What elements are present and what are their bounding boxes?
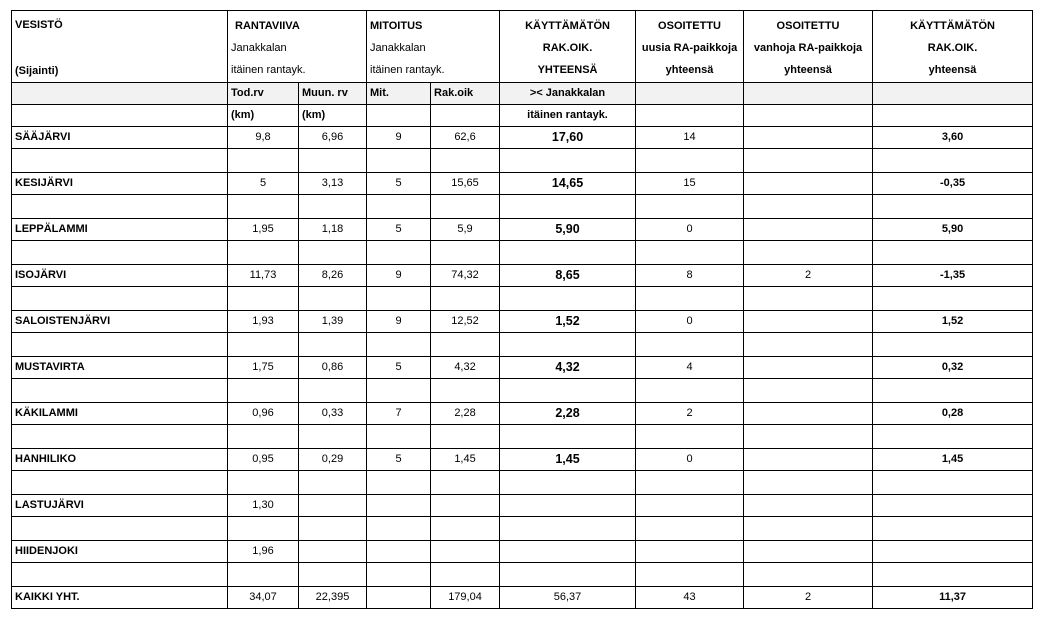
spacer-row xyxy=(12,333,1033,357)
cell-vesisto: ISOJÄRVI xyxy=(12,265,228,287)
header-rantaviiva-sub1: Janakkalan xyxy=(231,41,287,54)
cell-kayttamaton-1: 4,32 xyxy=(500,357,636,379)
cell-rak-oik: 5,9 xyxy=(431,219,500,241)
cell-kayttamaton-1 xyxy=(500,495,636,517)
subheader-km-2: (km) xyxy=(299,105,367,127)
header-sijainti-label: (Sijainti) xyxy=(15,64,59,77)
spacer-cell xyxy=(299,471,367,495)
shoreline-table xyxy=(11,10,1033,609)
cell-kayttamaton-2: 11,37 xyxy=(873,587,1033,609)
spacer-cell xyxy=(431,149,500,173)
cell-kayttamaton-2: 1,45 xyxy=(873,449,1033,471)
cell-vesisto: LEPPÄLAMMI xyxy=(12,219,228,241)
cell-tod-rv: 34,07 xyxy=(228,587,299,609)
spacer-cell xyxy=(299,517,367,541)
spacer-cell xyxy=(636,517,744,541)
subheader-rak-oik: Rak.oik xyxy=(431,83,500,105)
spacer-cell xyxy=(500,241,636,265)
cell-muun-rv: 0,29 xyxy=(299,449,367,471)
cell-rak-oik: 62,6 xyxy=(431,127,500,149)
spacer-cell xyxy=(636,195,744,219)
cell-rak-oik: 15,65 xyxy=(431,173,500,195)
cell-vesisto: KESIJÄRVI xyxy=(12,173,228,195)
cell-kayttamaton-1: 1,45 xyxy=(500,449,636,471)
table-row xyxy=(12,311,1033,333)
spacer-cell xyxy=(636,287,744,311)
subheader-muun-rv: Muun. rv xyxy=(299,83,367,105)
spacer-row xyxy=(12,241,1033,265)
spacer-cell xyxy=(299,563,367,587)
cell-tod-rv: 1,75 xyxy=(228,357,299,379)
spacer-cell xyxy=(299,287,367,311)
cell-muun-rv: 8,26 xyxy=(299,265,367,287)
cell-osoitettu-uusia: 15 xyxy=(636,173,744,195)
spacer-cell xyxy=(744,425,873,449)
spacer-cell xyxy=(431,425,500,449)
spacer-cell xyxy=(500,379,636,403)
cell-vesisto: HIIDENJOKI xyxy=(12,541,228,563)
spacer-cell xyxy=(228,563,299,587)
cell-muun-rv: 1,18 xyxy=(299,219,367,241)
cell-osoitettu-uusia: 2 xyxy=(636,403,744,425)
spacer-cell xyxy=(500,287,636,311)
table-row xyxy=(12,403,1033,425)
cell-mit xyxy=(367,587,431,609)
spacer-cell xyxy=(299,333,367,357)
table-row xyxy=(12,495,1033,517)
spacer-cell xyxy=(367,333,431,357)
spacer-cell xyxy=(12,195,228,219)
spacer-cell xyxy=(367,425,431,449)
spacer-cell xyxy=(873,471,1033,495)
spacer-cell xyxy=(12,563,228,587)
cell-osoitettu-uusia: 4 xyxy=(636,357,744,379)
header-rantaviiva xyxy=(228,11,367,83)
subheader-empty xyxy=(873,83,1033,105)
cell-osoitettu-uusia: 0 xyxy=(636,311,744,333)
spacer-cell xyxy=(744,333,873,357)
spacer-cell xyxy=(12,425,228,449)
cell-mit: 7 xyxy=(367,403,431,425)
cell-tod-rv: 1,96 xyxy=(228,541,299,563)
cell-osoitettu-uusia: 0 xyxy=(636,219,744,241)
spacer-cell xyxy=(744,517,873,541)
cell-kayttamaton-1: 56,37 xyxy=(500,587,636,609)
header-osoitettu-vanhoja-line1: OSOITETTU xyxy=(776,19,840,32)
spacer-cell xyxy=(228,425,299,449)
header-osoitettu-uusia xyxy=(636,11,744,83)
spacer-cell xyxy=(228,195,299,219)
cell-kayttamaton-1: 8,65 xyxy=(500,265,636,287)
cell-osoitettu-uusia: 0 xyxy=(636,449,744,471)
spacer-cell xyxy=(873,517,1033,541)
header-kayttamaton-1 xyxy=(500,11,636,83)
header-kayttamaton-2-line1: KÄYTTÄMÄTÖN xyxy=(910,19,995,32)
spacer-cell xyxy=(744,563,873,587)
cell-kayttamaton-2: 0,32 xyxy=(873,357,1033,379)
spacer-cell xyxy=(299,425,367,449)
spacer-cell xyxy=(431,517,500,541)
cell-kayttamaton-2: 5,90 xyxy=(873,219,1033,241)
spacer-row xyxy=(12,149,1033,173)
spacer-cell xyxy=(744,379,873,403)
cell-kayttamaton-1 xyxy=(500,541,636,563)
cell-rak-oik: 12,52 xyxy=(431,311,500,333)
cell-mit: 5 xyxy=(367,357,431,379)
cell-muun-rv: 0,33 xyxy=(299,403,367,425)
cell-vesisto: KÄKILAMMI xyxy=(12,403,228,425)
cell-tod-rv: 5 xyxy=(228,173,299,195)
subheader-tod-rv: Tod.rv xyxy=(228,83,299,105)
spacer-cell xyxy=(12,287,228,311)
spacer-cell xyxy=(636,149,744,173)
spacer-cell xyxy=(367,241,431,265)
spacer-row xyxy=(12,425,1033,449)
cell-osoitettu-vanhoja xyxy=(744,403,873,425)
subheader-empty xyxy=(367,105,431,127)
spacer-row xyxy=(12,517,1033,541)
header-osoitettu-uusia-line1: OSOITETTU xyxy=(658,19,721,32)
cell-mit: 5 xyxy=(367,449,431,471)
subheader-empty xyxy=(431,105,500,127)
spacer-cell xyxy=(873,149,1033,173)
cell-osoitettu-uusia xyxy=(636,495,744,517)
cell-osoitettu-uusia: 43 xyxy=(636,587,744,609)
cell-tod-rv: 1,30 xyxy=(228,495,299,517)
cell-osoitettu-vanhoja xyxy=(744,541,873,563)
spacer-cell xyxy=(228,379,299,403)
cell-vesisto: MUSTAVIRTA xyxy=(12,357,228,379)
header-osoitettu-vanhoja-line2: vanhoja RA-paikkoja xyxy=(753,41,863,54)
cell-kayttamaton-2 xyxy=(873,541,1033,563)
cell-kayttamaton-2: -1,35 xyxy=(873,265,1033,287)
spacer-cell xyxy=(12,517,228,541)
cell-rak-oik xyxy=(431,541,500,563)
spacer-cell xyxy=(500,563,636,587)
subheader-empty xyxy=(636,83,744,105)
spacer-cell xyxy=(228,471,299,495)
cell-tod-rv: 9,8 xyxy=(228,127,299,149)
spacer-row xyxy=(12,563,1033,587)
cell-mit: 5 xyxy=(367,219,431,241)
table-row xyxy=(12,127,1033,149)
cell-muun-rv: 22,395 xyxy=(299,587,367,609)
cell-vesisto: LASTUJÄRVI xyxy=(12,495,228,517)
cell-kayttamaton-1: 2,28 xyxy=(500,403,636,425)
spacer-cell xyxy=(744,149,873,173)
header-vesisto-label: VESISTÖ xyxy=(15,18,63,31)
spacer-cell xyxy=(500,425,636,449)
spacer-cell xyxy=(500,333,636,357)
subheader-empty xyxy=(636,105,744,127)
cell-rak-oik: 4,32 xyxy=(431,357,500,379)
header-mitoitus-sub1: Janakkalan xyxy=(370,41,426,54)
cell-kayttamaton-1: 1,52 xyxy=(500,311,636,333)
spacer-cell xyxy=(431,379,500,403)
spacer-cell xyxy=(500,517,636,541)
cell-muun-rv xyxy=(299,541,367,563)
cell-vesisto: HANHILIKO xyxy=(12,449,228,471)
spacer-cell xyxy=(299,379,367,403)
spacer-cell xyxy=(431,287,500,311)
header-osoitettu-vanhoja xyxy=(744,11,873,83)
cell-osoitettu-vanhoja: 2 xyxy=(744,265,873,287)
spacer-cell xyxy=(873,195,1033,219)
spacer-cell xyxy=(744,195,873,219)
spacer-row xyxy=(12,471,1033,495)
cell-mit xyxy=(367,495,431,517)
header-kayttamaton-1-line2: RAK.OIK. xyxy=(542,41,593,54)
subheader-janakkalan: >< Janakkalan xyxy=(500,83,636,105)
table-row xyxy=(12,265,1033,287)
header-mitoitus-sub2: itäinen rantayk. xyxy=(370,63,445,76)
header-kayttamaton-2-line2: RAK.OIK. xyxy=(927,41,978,54)
cell-osoitettu-uusia: 14 xyxy=(636,127,744,149)
spacer-row xyxy=(12,195,1033,219)
cell-kayttamaton-1: 5,90 xyxy=(500,219,636,241)
cell-muun-rv: 3,13 xyxy=(299,173,367,195)
header-kayttamaton-2-line3: yhteensä xyxy=(928,63,977,76)
spacer-cell xyxy=(431,563,500,587)
cell-rak-oik xyxy=(431,495,500,517)
cell-rak-oik: 179,04 xyxy=(431,587,500,609)
spacer-cell xyxy=(636,379,744,403)
cell-muun-rv: 0,86 xyxy=(299,357,367,379)
spacer-cell xyxy=(873,379,1033,403)
header-vesisto xyxy=(12,11,228,83)
table-row xyxy=(12,219,1033,241)
cell-osoitettu-vanhoja xyxy=(744,173,873,195)
spacer-cell xyxy=(744,471,873,495)
cell-kayttamaton-2: -0,35 xyxy=(873,173,1033,195)
cell-osoitettu-vanhoja xyxy=(744,449,873,471)
subheader-empty xyxy=(744,105,873,127)
spacer-cell xyxy=(500,195,636,219)
spacer-row xyxy=(12,287,1033,311)
spacer-cell xyxy=(228,149,299,173)
table-row xyxy=(12,357,1033,379)
subheader-empty xyxy=(12,105,228,127)
spacer-cell xyxy=(12,471,228,495)
cell-osoitettu-vanhoja xyxy=(744,495,873,517)
spacer-cell xyxy=(367,195,431,219)
cell-rak-oik: 1,45 xyxy=(431,449,500,471)
subheader-empty xyxy=(744,83,873,105)
cell-tod-rv: 1,95 xyxy=(228,219,299,241)
table-row xyxy=(12,449,1033,471)
spacer-cell xyxy=(873,563,1033,587)
subheader-empty xyxy=(873,105,1033,127)
cell-muun-rv xyxy=(299,495,367,517)
table-row xyxy=(12,541,1033,563)
header-mitoitus xyxy=(367,11,500,83)
cell-mit: 5 xyxy=(367,173,431,195)
subheader-mit: Mit. xyxy=(367,83,431,105)
spacer-cell xyxy=(228,517,299,541)
header-rantaviiva-sub2: itäinen rantayk. xyxy=(231,63,306,76)
cell-mit: 9 xyxy=(367,265,431,287)
cell-rak-oik: 2,28 xyxy=(431,403,500,425)
spacer-row xyxy=(12,379,1033,403)
spacer-cell xyxy=(367,517,431,541)
cell-kayttamaton-2: 0,28 xyxy=(873,403,1033,425)
cell-tod-rv: 0,96 xyxy=(228,403,299,425)
cell-osoitettu-vanhoja xyxy=(744,219,873,241)
cell-tod-rv: 11,73 xyxy=(228,265,299,287)
header-mitoitus-label: MITOITUS xyxy=(370,19,423,32)
cell-kayttamaton-1: 14,65 xyxy=(500,173,636,195)
spacer-cell xyxy=(367,287,431,311)
spacer-cell xyxy=(228,333,299,357)
table-wrapper xyxy=(11,10,1033,609)
header-osoitettu-uusia-line2: uusia RA-paikkoja xyxy=(641,41,738,54)
cell-kayttamaton-1: 17,60 xyxy=(500,127,636,149)
spacer-cell xyxy=(636,563,744,587)
total-row xyxy=(12,587,1033,609)
cell-osoitettu-uusia xyxy=(636,541,744,563)
header-rantaviiva-label: RANTAVIIVA xyxy=(235,19,300,32)
spacer-cell xyxy=(12,333,228,357)
spacer-cell xyxy=(431,471,500,495)
spacer-cell xyxy=(636,241,744,265)
cell-osoitettu-uusia: 8 xyxy=(636,265,744,287)
spacer-cell xyxy=(12,149,228,173)
header-kayttamaton-2 xyxy=(873,11,1033,83)
header-kayttamaton-1-line3: YHTEENSÄ xyxy=(537,63,598,76)
spacer-cell xyxy=(299,241,367,265)
spacer-cell xyxy=(299,149,367,173)
spacer-cell xyxy=(636,471,744,495)
cell-mit: 9 xyxy=(367,311,431,333)
cell-vesisto: SALOISTENJÄRVI xyxy=(12,311,228,333)
spacer-cell xyxy=(12,379,228,403)
spacer-cell xyxy=(367,379,431,403)
cell-osoitettu-vanhoja xyxy=(744,357,873,379)
spacer-cell xyxy=(500,471,636,495)
spacer-cell xyxy=(299,195,367,219)
cell-kayttamaton-2: 1,52 xyxy=(873,311,1033,333)
spacer-cell xyxy=(367,471,431,495)
spacer-cell xyxy=(367,149,431,173)
spacer-cell xyxy=(873,425,1033,449)
spacer-cell xyxy=(636,333,744,357)
cell-osoitettu-vanhoja xyxy=(744,127,873,149)
spacer-cell xyxy=(873,333,1033,357)
spacer-cell xyxy=(873,241,1033,265)
cell-muun-rv: 1,39 xyxy=(299,311,367,333)
header-osoitettu-vanhoja-line3: yhteensä xyxy=(784,63,832,76)
cell-rak-oik: 74,32 xyxy=(431,265,500,287)
cell-vesisto: SÄÄJÄRVI xyxy=(12,127,228,149)
spacer-cell xyxy=(873,287,1033,311)
spacer-cell xyxy=(431,195,500,219)
cell-kayttamaton-2 xyxy=(873,495,1033,517)
table-row xyxy=(12,173,1033,195)
header-osoitettu-uusia-line3: yhteensä xyxy=(665,63,714,76)
header-kayttamaton-1-line1: KÄYTTÄMÄTÖN xyxy=(525,19,610,32)
cell-mit: 9 xyxy=(367,127,431,149)
cell-muun-rv: 6,96 xyxy=(299,127,367,149)
cell-vesisto: KAIKKI YHT. xyxy=(12,587,228,609)
cell-osoitettu-vanhoja xyxy=(744,311,873,333)
cell-osoitettu-vanhoja: 2 xyxy=(744,587,873,609)
spacer-cell xyxy=(500,149,636,173)
spacer-cell xyxy=(636,425,744,449)
cell-tod-rv: 0,95 xyxy=(228,449,299,471)
spacer-cell xyxy=(367,563,431,587)
spacer-cell xyxy=(228,241,299,265)
cell-tod-rv: 1,93 xyxy=(228,311,299,333)
subheader-km-1: (km) xyxy=(228,105,299,127)
subheader-itainen-rantayk: itäinen rantayk. xyxy=(500,105,636,127)
spacer-cell xyxy=(431,333,500,357)
cell-mit xyxy=(367,541,431,563)
cell-kayttamaton-2: 3,60 xyxy=(873,127,1033,149)
spacer-cell xyxy=(12,241,228,265)
spacer-cell xyxy=(744,241,873,265)
spacer-cell xyxy=(431,241,500,265)
subheader-empty xyxy=(12,83,228,105)
spacer-cell xyxy=(228,287,299,311)
spacer-cell xyxy=(744,287,873,311)
